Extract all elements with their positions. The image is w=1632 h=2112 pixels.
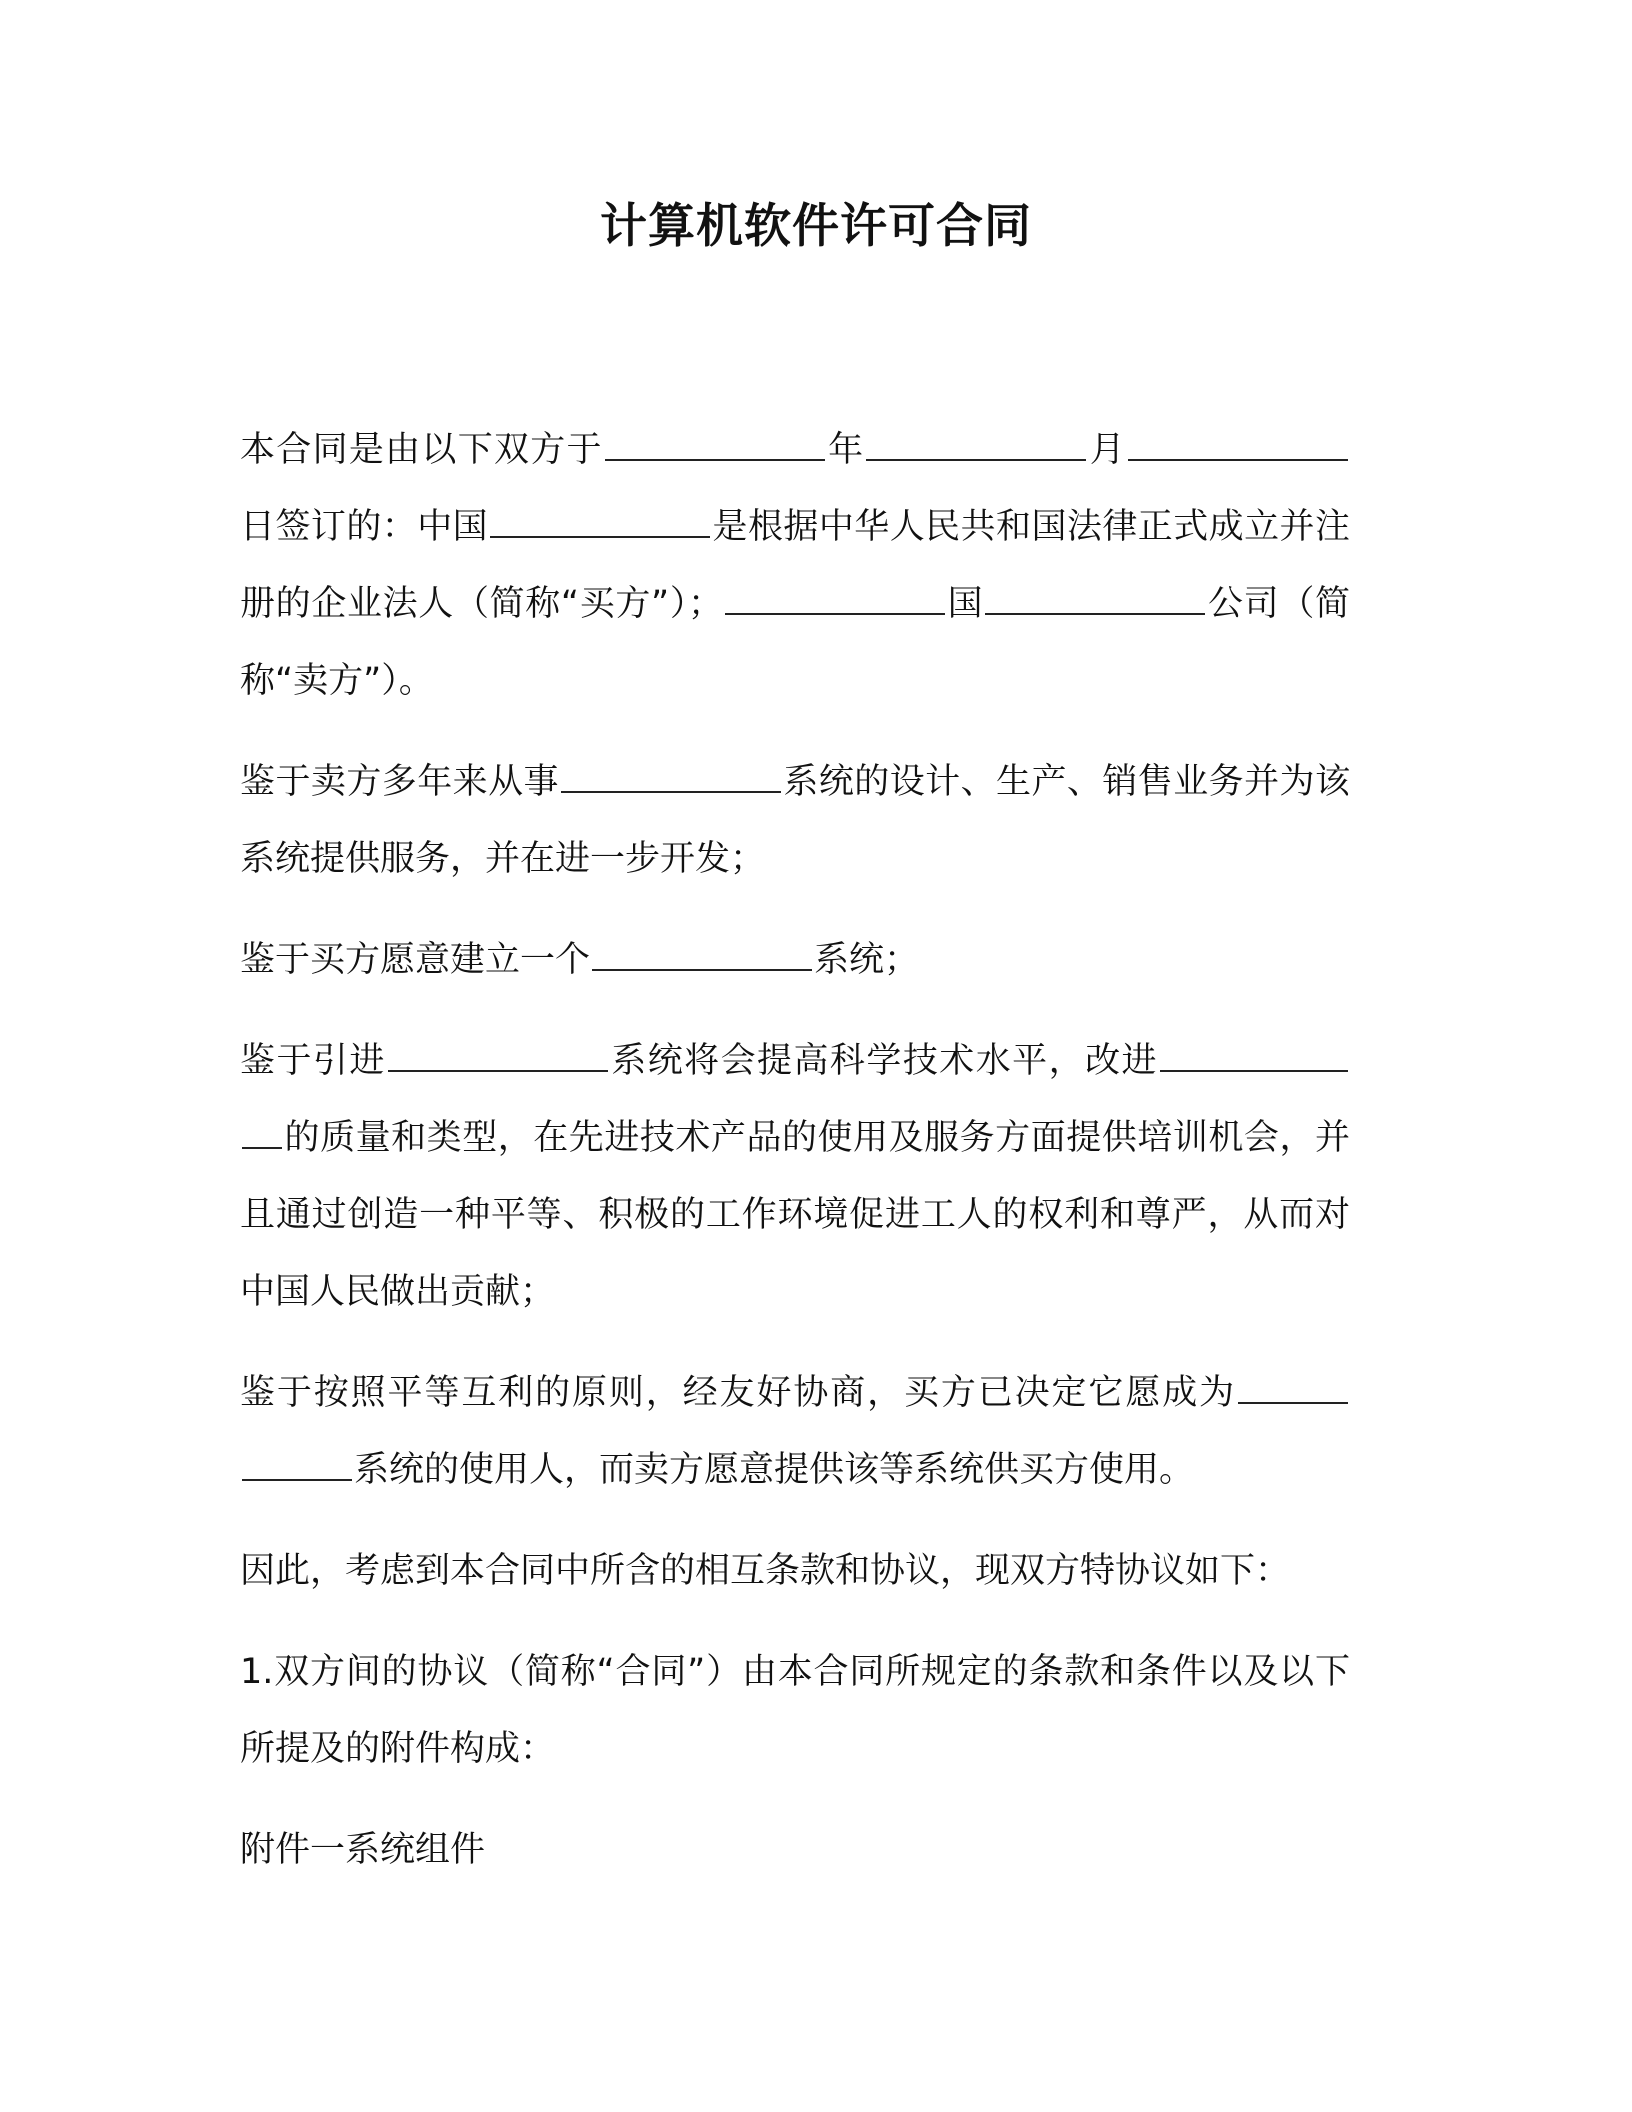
paragraph-buyer-intent (240, 922, 1350, 999)
blank-system-field[interactable] (388, 1038, 608, 1072)
text-segment: 系统； (814, 940, 920, 980)
text-segment: 是根据中华人民共和国法律正式成立并 (712, 507, 1315, 547)
text-segment: 的质量和类型，在先进技术产品的使用及服务方面提供培训机会， (284, 1118, 1315, 1158)
paragraph-annex-1 (240, 1812, 1350, 1889)
text-segment: 注册的企业法人（简称“买方”）； (240, 507, 1350, 624)
text-segment: 而对中国人民做出贡献； (240, 1195, 1350, 1312)
paragraph-benefits (240, 1023, 1350, 1331)
text-segment: 年 (826, 430, 865, 470)
text-segment: 鉴于引进 (240, 1041, 386, 1081)
paragraph-decision (240, 1355, 1350, 1509)
blank-system-field[interactable] (1238, 1370, 1348, 1404)
text-segment: 并且通过创造一种平等、积极的工作环境促进工人的权利和尊严，从 (240, 1118, 1350, 1235)
blank-system-field-continued[interactable] (242, 1447, 352, 1481)
paragraph-parties (240, 412, 1350, 720)
blank-year-field[interactable] (605, 427, 825, 461)
paragraph-seller-business (240, 744, 1350, 898)
text-segment: 司（简称“卖方”）。 (240, 584, 1350, 701)
text-segment: 鉴于按照平等互利的原则，经友好协商，买方已决定它愿成为 (240, 1373, 1236, 1413)
document-body (240, 412, 1350, 1913)
blank-system-field[interactable] (592, 937, 812, 971)
blank-system-field[interactable] (561, 759, 781, 793)
text-segment: 该系统提供服务，并在进一步开发； (240, 762, 1350, 879)
document-title: 计算机软件许可合同 (600, 199, 1032, 254)
text-segment: 系统将会提高科学技术水平，改进 (609, 1041, 1158, 1081)
blank-day-field[interactable] (1128, 427, 1348, 461)
blank-product-field[interactable] (1160, 1038, 1348, 1072)
blank-seller-name-field[interactable] (985, 581, 1205, 615)
text-segment: 因此，考虑到本合同中所含的相互条款和协议，现双方特协议如下： (240, 1551, 1291, 1591)
text-segment: 以下所提及的附件构成： (240, 1652, 1350, 1769)
blank-seller-country-field[interactable] (725, 581, 945, 615)
text-segment: 日签订的：中国 (240, 507, 489, 547)
text-segment: 国 (947, 584, 984, 624)
text-segment: 本合同是由以下双方于 (240, 430, 603, 470)
paragraph-clause-1 (240, 1634, 1350, 1788)
text-segment: 系统的设计、生产、销售业务并为 (782, 762, 1315, 802)
blank-buyer-name-field[interactable] (490, 504, 710, 538)
text-segment: 月 (1088, 430, 1126, 470)
text-segment: 系统的使用人，而卖方愿意提供该等系统供买方使用。 (354, 1450, 1195, 1490)
text-segment: 附件一系统组件 (240, 1830, 486, 1870)
blank-product-field-continued[interactable] (242, 1115, 282, 1149)
text-segment: 鉴于卖方多年来从事 (240, 762, 559, 802)
text-segment: 1.双方间的协议（简称“合同”）由本合同所规定的条款和条件以及 (240, 1652, 1280, 1692)
text-segment: 鉴于买方愿意建立一个 (240, 940, 591, 980)
blank-month-field[interactable] (866, 427, 1086, 461)
paragraph-agreement-intro (240, 1533, 1350, 1610)
text-segment: 公 (1207, 584, 1244, 624)
